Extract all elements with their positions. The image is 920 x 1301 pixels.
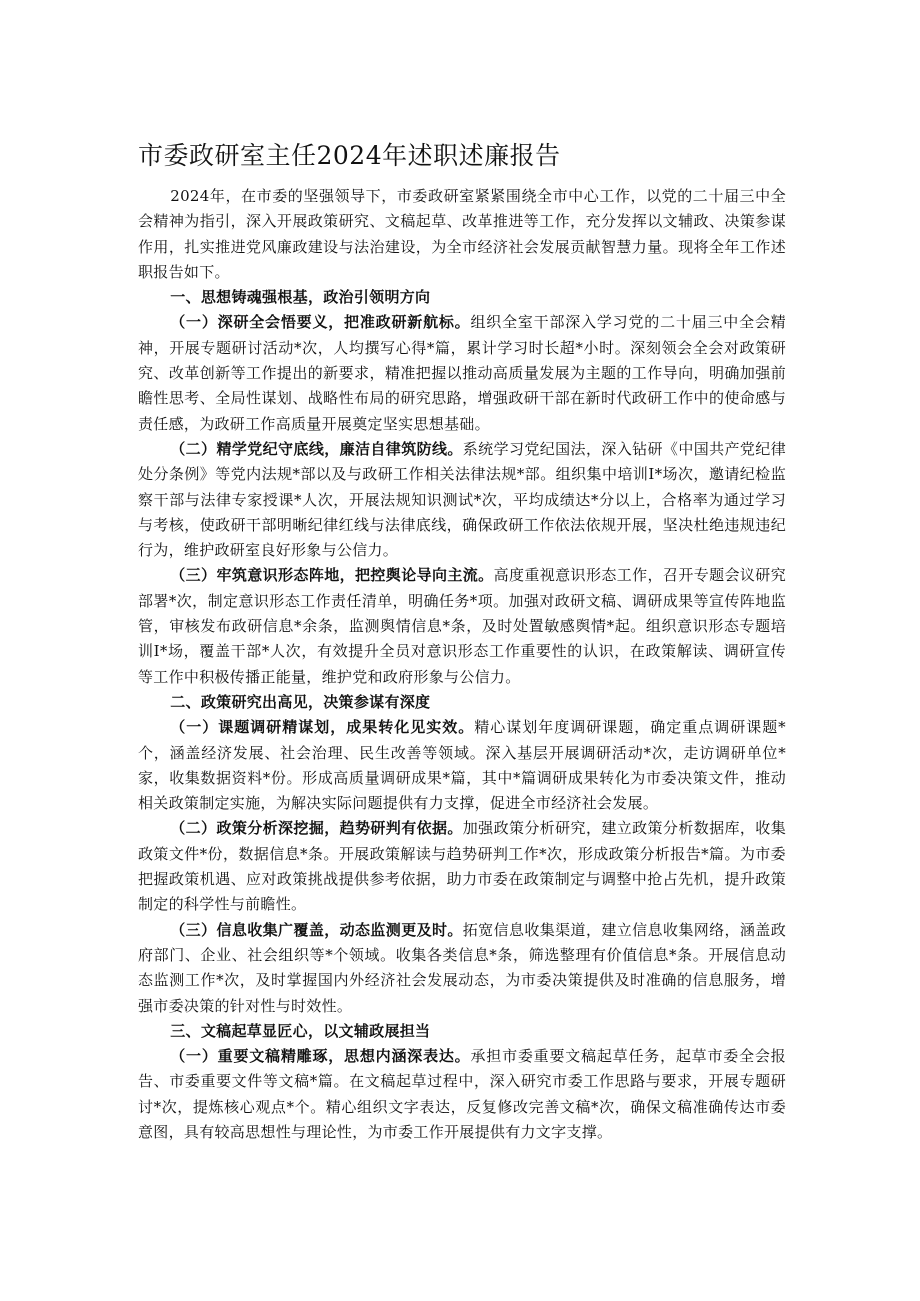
section-2-item-2 [138, 816, 786, 917]
section-2-heading: 二、政策研究出高见，决策参谋有深度 [170, 692, 431, 711]
section-1-item-3 [138, 563, 786, 689]
section-2-item-3 [138, 918, 786, 1019]
intro-paragraph: 2024年，在市委的坚强领导下，市委政研室紧紧围绕全市中心工作，以党的二十届三中全会精神为指引，深入开展政策研究、文稿起草、改革推进等工作，充分发挥以文辅政、决策参谋作用，扎实推进党风廉政建设与法治建设，为全市经济社会发展贡献智慧力量。现将全年工作述职报告如下。 [138, 187, 786, 281]
section-2-item-1 [138, 715, 786, 816]
section-1-item-2 [138, 437, 786, 563]
item-lead: （三）信息收集广覆盖，动态监测更及时。 [170, 920, 463, 939]
document-body [138, 184, 786, 1145]
item-text: 拓宽信息收集渠道，建立信息收集网络，涵盖政府部门、企业、社会组织等*个领域。收集各类信息*条，筛选整理有价值信息*条。开展信息动态监测工作*次，及时掌握国内外经济社会发展动态，为市委决策提供及时准确的信息服务，增强市委决策的针对性与时效性。 [138, 920, 786, 1015]
item-lead: （二）精学党纪守底线，廉洁自律筑防线。 [170, 439, 463, 458]
section-3-heading: 三、文稿起草显匠心，以文辅政展担当 [170, 1021, 431, 1040]
document-title: 市委政研室主任2024年述职述廉报告 [138, 141, 561, 170]
item-lead: （一）深研全会悟要义，把准政研新航标。 [170, 313, 471, 332]
section-3-item-1 [138, 1044, 786, 1145]
item-text: 组织全室干部深入学习党的二十届三中全会精神，开展专题研讨活动*次，人均撰写心得*篇，累计学习时长超*小时。深刻领会全会对政策研究、改革创新等工作提出的新要求，精准把握以推动高质量发展为主题的工作导向，明确加强前瞻性思考、全局性谋划、战略性布局的研究思路，增强政研干部在新时代政研工作中的使命感与责任感，为政研工作高质量开展奠定坚实思想基础。 [138, 313, 786, 433]
item-text: 高度重视意识形态工作，召开专题会议研究部署*次，制定意识形态工作责任清单，明确任务*项。加强对政研文稿、调研成果等宣传阵地监管，审核发布政研信息*余条，监测舆情信息*条，及时处置敏感舆情*起。组织意识形态专题培训I*场，覆盖干部*人次，有效提升全员对意识形态工作重要性的认识，在政策解读、调研宣传等工作中积极传播正能量，维护党和政府形象与公信力。 [138, 566, 787, 686]
item-text: 承担市委重要文稿起草任务，起草市委全会报告、市委重要文件等文稿*篇。在文稿起草过程中，深入研究市委工作思路与要求，开展专题研讨*次，提炼核心观点*个。精心组织文字表达，反复修改完善文稿*次，确保文稿准确传达市委意图，具有较高思想性与理论性，为市委工作开展提供有力文字支撑。 [138, 1047, 786, 1141]
section-1-item-1 [138, 310, 786, 436]
item-text: 精心谋划年度调研课题，确定重点调研课题*个，涵盖经济发展、社会治理、民生改善等领域。深入基层开展调研活动*次，走访调研单位*家，收集数据资料*份。形成高质量调研成果*篇，其中*篇调研成果转化为市委决策文件，推动相关政策制定实施，为解决实际问题提供有力支撑，促进全市经济社会发展。 [138, 718, 786, 813]
item-lead: （一）课题调研精谋划，成果转化见实效。 [170, 718, 475, 737]
item-lead: （二）政策分析深挖掘，趋势研判有依据。 [170, 819, 463, 838]
item-text: 系统学习党纪国法，深入钻研《中国共产党纪律处分条例》等党内法规*部以及与政研工作相关法律法规*部。组织集中培训I*场次，邀请纪检监察干部与法律专家授课*人次，开展法规知识测试*次，平均成绩达*分以上，合格率为通过学习与考核，使政研干部明晰纪律红线与法律底线，确保政研工作依法依规开展，坚决杜绝违规违纪行为，维护政研室良好形象与公信力。 [138, 439, 786, 560]
item-lead: （三）牢筑意识形态阵地，把控舆论导向主流。 [170, 566, 494, 585]
section-1-heading: 一、思想铸魂强根基，政治引领明方向 [170, 288, 431, 307]
item-lead: （一）重要文稿精雕琢，思想内涵深表达。 [170, 1047, 471, 1066]
item-text: 加强政策分析研究，建立政策分析数据库，收集政策文件*份，数据信息*条。开展政策解读与趋势研判工作*次，形成政策分析报告*篇。为市委把握政策机遇、应对政策挑战提供参考依据，助力市委在政策制定与调整中抢占先机，提升政策制定的科学性与前瞻性。 [138, 819, 786, 914]
